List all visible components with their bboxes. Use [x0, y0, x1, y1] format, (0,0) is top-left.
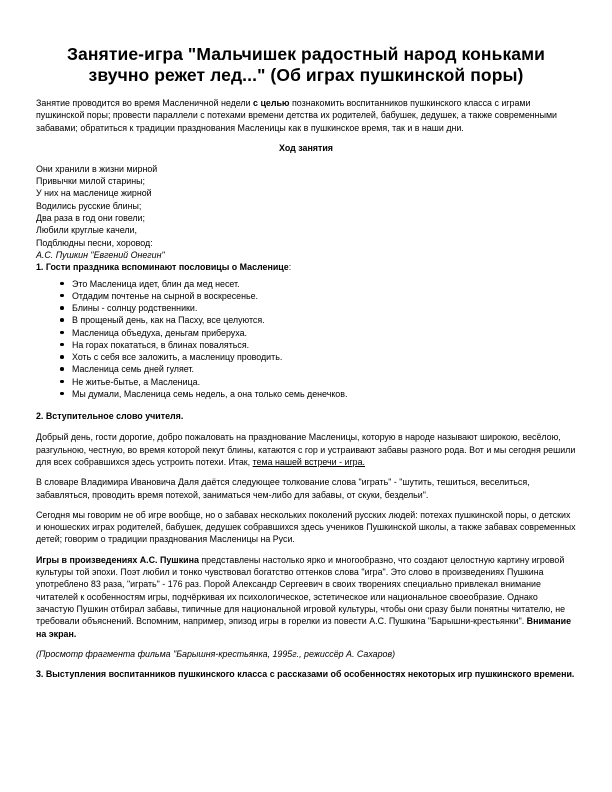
- proverb-text: Хоть с себя все заложить, а масленицу проводить.: [72, 352, 283, 363]
- section-2-paragraph-3: Сегодня мы говорим не об игре вообще, но о забавах нескольких поколений русских людей: потехах пушкинской поры, о детских и юношеских играх родителей, бабушек, дедушек собравшихся здесь учеников Пушкинской школы, а также забавах современных детей; говорим о традиции празднования Масленицы на Руси.: [36, 509, 576, 545]
- proverb-text: На горах покататься, в блинах поваляться.: [72, 339, 250, 350]
- intro-paragraph: [36, 97, 576, 134]
- proverb-text: Отдадим почтенье на сырной в воскресенье.: [72, 290, 259, 301]
- bullet-icon: [60, 294, 64, 298]
- course-heading: Ход занятия: [279, 142, 333, 153]
- list-item: [72, 351, 576, 363]
- bullet-icon: [60, 318, 64, 322]
- proverb-text: Блины - солнцу родственники.: [72, 303, 198, 314]
- bullet-icon: [60, 367, 64, 371]
- bullet-icon: [60, 306, 64, 310]
- document-title: [36, 44, 576, 86]
- topic-link[interactable]: тема нашей встречи - игра.: [252, 456, 366, 467]
- list-item: [72, 327, 576, 339]
- list-item: [72, 363, 576, 375]
- proverb-text: Не житье-бытье, а Масленица.: [72, 376, 201, 387]
- intro-text-start: Занятие проводится во время Масленичной недели: [36, 98, 254, 108]
- bullet-icon: [60, 282, 64, 286]
- proverbs-list: [36, 278, 576, 401]
- title-line-1: Занятие-игра "Мальчишек радостный народ коньками: [66, 44, 546, 64]
- bullet-icon: [60, 380, 64, 384]
- list-item: [72, 278, 576, 290]
- section-3-heading: 3. Выступления воспитанников пушкинского класса с рассказами об особенностях некоторых игр пушкинского времени.: [36, 669, 575, 680]
- paragraph-bold-screen: Внимание на экран: [36, 616, 572, 639]
- bullet-icon: [60, 355, 64, 359]
- proverb-text: Масленица семь дней гуляет.: [72, 364, 194, 375]
- film-note: (Просмотр фрагмента фильма "Барышня-крестьянка, 1995г., режиссёр А. Сахаров): [36, 648, 396, 659]
- intro-text-end: познакомить воспитанников пушкинского класса с играми пушкинской поры; провести параллели с потехами времени детства их родителей, бабушек, дедушек, а также современными забавами; обратиться к традиции празднования Масленицы как в пушкинское время, так и в наши дни.: [36, 98, 558, 133]
- list-item: [72, 314, 576, 326]
- section-2-paragraph-4: [36, 554, 576, 640]
- proverb-text: В прощеный день, как на Пасху, все целуются.: [72, 315, 265, 326]
- paragraph-end: .: [73, 628, 77, 639]
- section-1-heading-colon: :: [288, 262, 292, 273]
- bullet-icon: [60, 392, 64, 396]
- poem-author: А.С. Пушкин "Евгений Онегин": [36, 249, 165, 260]
- intro-bold-goal: с целью: [253, 98, 290, 108]
- paragraph-text: Добрый день, гости дорогие, добро пожаловать на празднование Масленицы, которую в народе называют широкою, весёлою, разгульною, честную, во время которой пекут блины, катаются с гор и устраивают забавы разного рода. Вот и мы сегодня решили для всех собравшихся здесь устроить потехи. Итак,: [36, 432, 576, 467]
- poem-line: Любили круглые качели,: [36, 225, 137, 236]
- bullet-icon: [60, 331, 64, 335]
- proverb-text: Масленица объедуха, деньгам приберуха.: [72, 327, 247, 338]
- bullet-icon: [60, 343, 64, 347]
- section-2-paragraph-2: В словаре Владимира Ивановича Даля даётся следующее толкование слова "играть" - "шутить, тешиться, веселиться, забавляться, проводить время потехой, заниматься чем-либо для забавы, от скуки, бездельи".: [36, 477, 530, 500]
- poem-line: У них на масленице жирной: [36, 188, 152, 199]
- poem-line: Привычки милой старины;: [36, 176, 145, 187]
- poem: [36, 163, 576, 261]
- list-item: [72, 302, 576, 314]
- section-1-heading-text: 1. Гости праздника вспоминают пословицы о Масленице: [36, 262, 289, 273]
- paragraph-text: представлены настолько ярко и многообразно, что создают целостную картину игровой культуры той эпохи. Поэт любил и тонко чувствовал богатство оттенков слова "игра". Это слово в произведениях Пушкина употреблено 83 раза, "играть" - 176 раз. Порой Александр Сергеевич в своих творениях специально привлекал внимание читателей к особенностям игры, подчёркивая их психологическое, эстетическое или национальное своеобразие. Однако зачастую Пушкин отбирал забавы, типичные для национальной игровой культуры, чтобы они сразу были понятны читателю, не требовали объяснений. Вспомним, например, эпизод игры в горелки из повести А.С. Пушкина "Барышни-крестьянки".: [36, 554, 566, 627]
- section-2-heading: 2. Вступительное слово учителя.: [36, 411, 184, 422]
- list-item: [72, 376, 576, 388]
- proverb-text: Это Масленица идет, блин да мед несет.: [72, 278, 240, 289]
- paragraph-bold-lead: Игры в произведениях А.С. Пушкина: [36, 554, 199, 565]
- section-1-heading: [36, 261, 576, 273]
- poem-line: Они хранили в жизни мирной: [36, 163, 158, 174]
- poem-line: Подблюдны песни, хоровод:: [36, 237, 153, 248]
- list-item: [72, 388, 576, 400]
- title-line-2: звучно режет лед..." (Об играх пушкинской поры): [88, 65, 524, 85]
- poem-line: Водились русские блины;: [36, 200, 142, 211]
- list-item: [72, 339, 576, 351]
- list-item: [72, 290, 576, 302]
- poem-line: Два раза в год они говели;: [36, 213, 145, 224]
- proverb-text: Мы думали, Масленица семь недель, а она только семь денечков.: [72, 388, 348, 399]
- section-2-paragraph-1: [36, 431, 576, 468]
